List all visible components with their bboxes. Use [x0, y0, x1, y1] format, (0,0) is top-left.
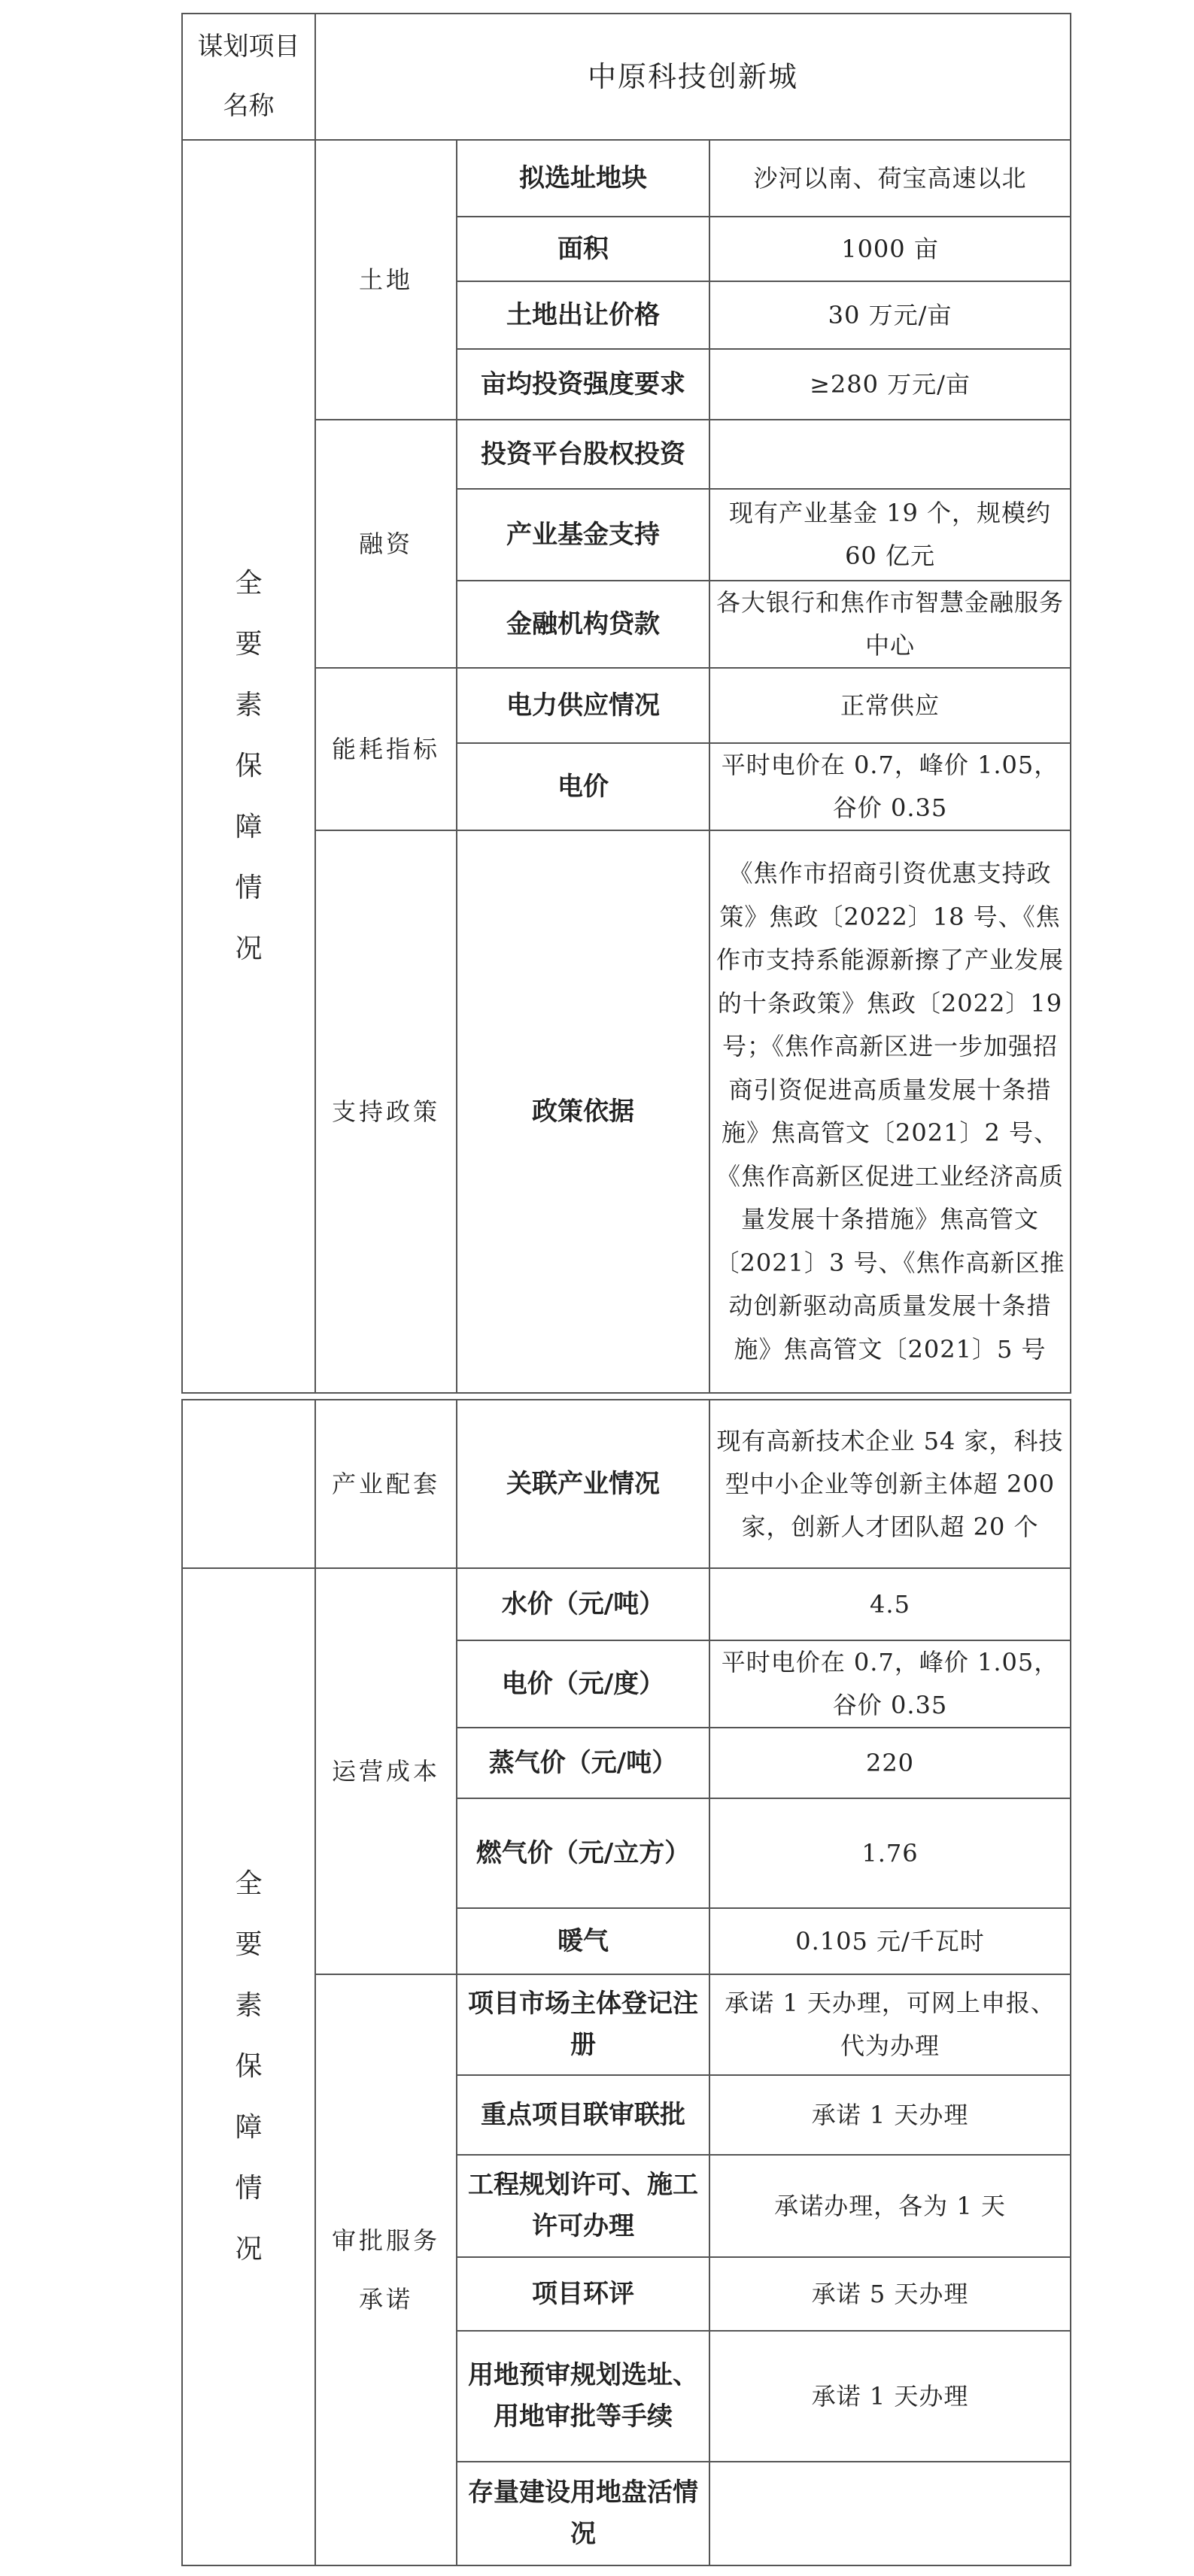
section-char: 全: [235, 568, 263, 599]
item-value: 平时电价在 0.7，峰价 1.05，谷价 0.35: [709, 743, 1071, 830]
item-value: 4.5: [709, 1568, 1071, 1640]
item-label: 燃气价（元/立方）: [457, 1798, 709, 1908]
project-table-part1: [181, 13, 1071, 1394]
item-label: 关联产业情况: [457, 1400, 709, 1568]
section-char: 情: [235, 872, 263, 903]
item-value: ≥280 万元/亩: [709, 349, 1071, 420]
section-char: 况: [235, 933, 263, 964]
item-value: [709, 420, 1071, 489]
category-policy: 支持政策: [315, 830, 457, 1393]
item-value: 220: [709, 1728, 1071, 1798]
item-value: 各大银行和焦作市智慧金融服务中心: [709, 581, 1071, 668]
item-label: 水价（元/吨）: [457, 1568, 709, 1640]
category-operating-cost: 运营成本: [315, 1568, 457, 1974]
item-label: 暖气: [457, 1908, 709, 1974]
section-char: 障: [235, 812, 263, 842]
item-value: 承诺 5 天办理: [709, 2257, 1071, 2331]
item-label: 亩均投资强度要求: [457, 349, 709, 420]
item-label: 项目环评: [457, 2257, 709, 2331]
section-char: 保: [235, 2051, 263, 2082]
item-label: 蒸气价（元/吨）: [457, 1728, 709, 1798]
item-value: 现有产业基金 19 个，规模约 60 亿元: [709, 489, 1071, 581]
section-char: 情: [235, 2173, 263, 2204]
section-char: 要: [235, 1929, 263, 1960]
item-label: 土地出让价格: [457, 281, 709, 349]
project-table-part2: [181, 1399, 1071, 2566]
item-value: 0.105 元/千瓦时: [709, 1908, 1071, 1974]
category-land: 土地: [315, 140, 457, 420]
category-energy: 能耗指标: [315, 668, 457, 830]
item-label: 金融机构贷款: [457, 581, 709, 668]
section-char: 全: [235, 1868, 263, 1899]
item-label: 产业基金支持: [457, 489, 709, 581]
item-label: 拟选址地块: [457, 140, 709, 217]
section-label-blank: [182, 1400, 315, 1568]
item-label: 政策依据: [457, 830, 709, 1393]
item-label: 面积: [457, 217, 709, 281]
item-value: 承诺 1 天办理: [709, 2075, 1071, 2155]
section-char: 况: [235, 2234, 263, 2265]
project-name-value: 中原科技创新城: [315, 14, 1071, 140]
item-value: 现有高新技术企业 54 家，科技型中小企业等创新主体超 200 家，创新人才团队超 20 个: [709, 1400, 1071, 1568]
item-value: 沙河以南、荷宝高速以北: [709, 140, 1071, 217]
item-value: 1.76: [709, 1798, 1071, 1908]
section-char: 障: [235, 2112, 263, 2143]
section-char: 素: [235, 1990, 263, 2021]
project-name-label: 谋划项目名称: [182, 14, 315, 140]
item-label: 项目市场主体登记注册: [457, 1974, 709, 2075]
item-value: 承诺 1 天办理: [709, 2331, 1071, 2462]
item-label: 投资平台股权投资: [457, 420, 709, 489]
category-approval: 审批服务承诺: [315, 1974, 457, 2565]
section-label-guarantee: [182, 140, 315, 1393]
item-value: [709, 2462, 1071, 2565]
item-label: 工程规划许可、施工许可办理: [457, 2155, 709, 2257]
category-industry: 产业配套: [315, 1400, 457, 1568]
item-label: 存量建设用地盘活情况: [457, 2462, 709, 2565]
section-char: 保: [235, 751, 263, 781]
policy-basis-text: 《焦作市招商引资优惠支持政策》焦政〔2022〕18 号、《焦作市支持系能源新擦了产业发展的十条政策》焦政〔2022〕19 号；《焦作高新区进一步加强招商引资促进高质量发展十条措施》焦高管文〔2021〕2 号、《焦作高新区促进工业经济高质量发展十条措施》焦高管文〔2021〕3 号、《焦作高新区推动创新驱动高质量发展十条措施》焦高管文〔2021〕5 号: [709, 830, 1071, 1393]
item-label: 电力供应情况: [457, 668, 709, 743]
item-label: 电价（元/度）: [457, 1640, 709, 1728]
item-label: 电价: [457, 743, 709, 830]
item-value: 承诺办理，各为 1 天: [709, 2155, 1071, 2257]
item-value: 30 万元/亩: [709, 281, 1071, 349]
item-value: 正常供应: [709, 668, 1071, 743]
item-value: 平时电价在 0.7，峰价 1.05，谷价 0.35: [709, 1640, 1071, 1728]
category-finance: 融资: [315, 420, 457, 668]
item-label: 重点项目联审联批: [457, 2075, 709, 2155]
section-label-guarantee: [182, 1568, 315, 2565]
section-char: 要: [235, 629, 263, 660]
item-value: 承诺 1 天办理，可网上申报、代为办理: [709, 1974, 1071, 2075]
item-value: 1000 亩: [709, 217, 1071, 281]
item-label: 用地预审规划选址、用地审批等手续: [457, 2331, 709, 2462]
section-char: 素: [235, 690, 263, 721]
